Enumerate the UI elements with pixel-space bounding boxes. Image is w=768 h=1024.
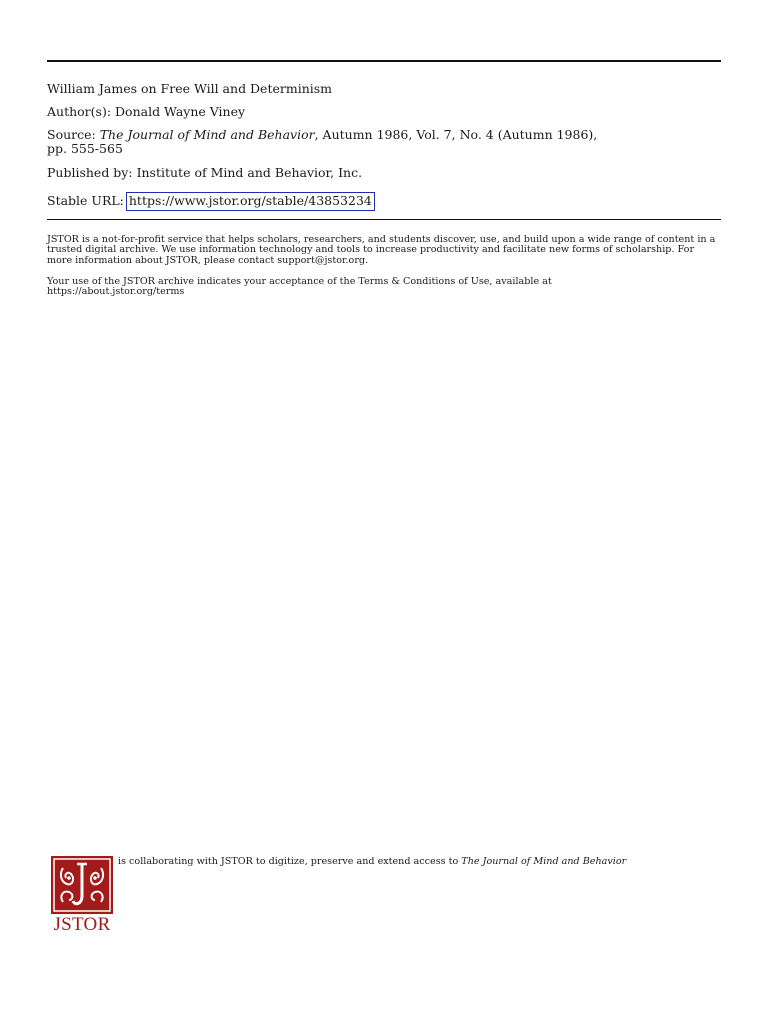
author-label: Author(s): [47,104,112,119]
jstor-wordmark: JSTOR [53,914,111,935]
author-name: Donald Wayne Viney [115,104,246,119]
jstor-emblem-icon [51,856,113,914]
collab-journal: The Journal of Mind and Behavior [461,856,627,867]
source-line [47,128,721,156]
jstor-about-notice [47,235,721,266]
top-rule [47,60,721,62]
article-title-text: William James on Free Will and Determinism [47,81,333,96]
terms-link[interactable]: https://about.jstor.org/terms [47,286,185,298]
jstor-about-text: JSTOR is a not-for-profit service that helps scholars, researchers, and students discover, use, and build upon a wide range of content in a trusted digital archive. We use information technology and tools to increase productivity and facilitate new forms of scholarship. For more information about JSTOR, please contact support@jstor.org. [47,234,716,266]
terms-text: Your use of the JSTOR archive indicates your acceptance of the Terms & Conditions of Use, available at [47,276,552,287]
source-details: , Autumn 1986, Vol. 7, No. 4 (Autumn 1986), [314,127,598,142]
source-label: Source: [47,127,96,142]
terms-notice [47,277,721,298]
jstor-logo [49,856,115,936]
stable-url-link[interactable]: https://www.jstor.org/stable/43853234 [126,192,375,211]
publisher-name: Institute of Mind and Behavior, Inc. [136,165,363,180]
source-journal: The Journal of Mind and Behavior [99,127,315,142]
article-title [47,82,721,96]
stable-url-line [47,192,721,211]
publisher-label: Published by: [47,165,133,180]
publisher-line [47,166,721,180]
stable-url-label: Stable URL: [47,193,124,208]
author-line [47,105,721,119]
collab-text: is collaborating with JSTOR to digitize, preserve and extend access to [118,856,459,867]
source-pages: pp. 555-565 [47,141,123,156]
collaboration-notice [118,856,718,867]
section-divider [47,219,721,220]
